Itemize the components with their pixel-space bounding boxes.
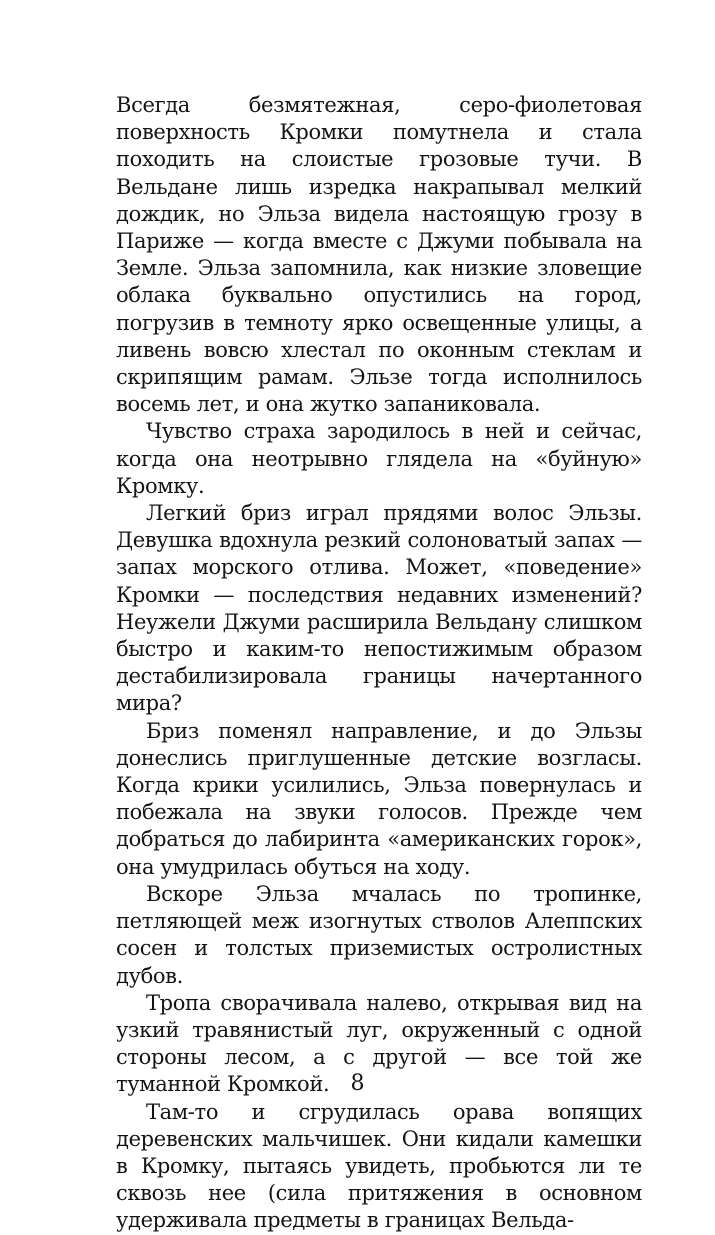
paragraph: Там-то и сгрудилась орава вопящих деревенских мальчишек. Они кидали камешки в Кромку, пытаясь увидеть, пробьются ли те сквозь нее (сила притяжения в основном удерживала предметы в границах Вельда-: [116, 1099, 642, 1233]
paragraph: Всегда безмятежная, серо-фиолетовая поверхность Кромки помутнела и стала походить на слоистые грозовые тучи. В Вельдане лишь изредка накрапывал мелкий дождик, но Эльза видела настоящую грозу в Париже — когда вместе с Джуми побывала на Земле. Эльза запомнила, как низкие зловещие облака буквально опустились на город, погрузив в темноту ярко освещенные улицы, а ливень вовсю хлестал по оконным стеклам и скрипящим рамам. Эльзе тогда исполнилось восемь лет, и она жутко запаниковала.: [116, 93, 642, 417]
paragraph: Тропа сворачивала налево, открывая вид на узкий травянистый луг, окруженный с одной стороны лесом, а с другой — все той же туманной Кромкой.: [116, 990, 642, 1097]
body-text: [116, 92, 642, 1235]
paragraph: Вскоре Эльза мчалась по тропинке, петляющей меж изогнутых стволов Алеппских сосен и толстых приземистых остролистных дубов.: [116, 881, 642, 988]
page-number: 8: [350, 1071, 365, 1096]
paragraph: Легкий бриз играл прядями волос Эльзы. Девушка вдохнула резкий солоноватый запах — запах морского отлива. Может, «поведение» Кромки — последствия недавних изменений? Неужели Джуми расширила Вельдану слишком быстро и каким-то непостижимым образом дестабилизировала границы начертанного мира?: [116, 501, 642, 716]
paragraph: Бриз поменял направление, и до Эльзы донеслись приглушенные детские возгласы. Когда крики усилились, Эльза повернулась и побежала на звуки голосов. Прежде чем добраться до лабиринта «американских горок», она умудрилась обуться на ходу.: [116, 718, 642, 879]
paragraph: Чувство страха зародилось в ней и сейчас, когда она неотрывно глядела на «буйную» Кромку.: [116, 419, 642, 498]
